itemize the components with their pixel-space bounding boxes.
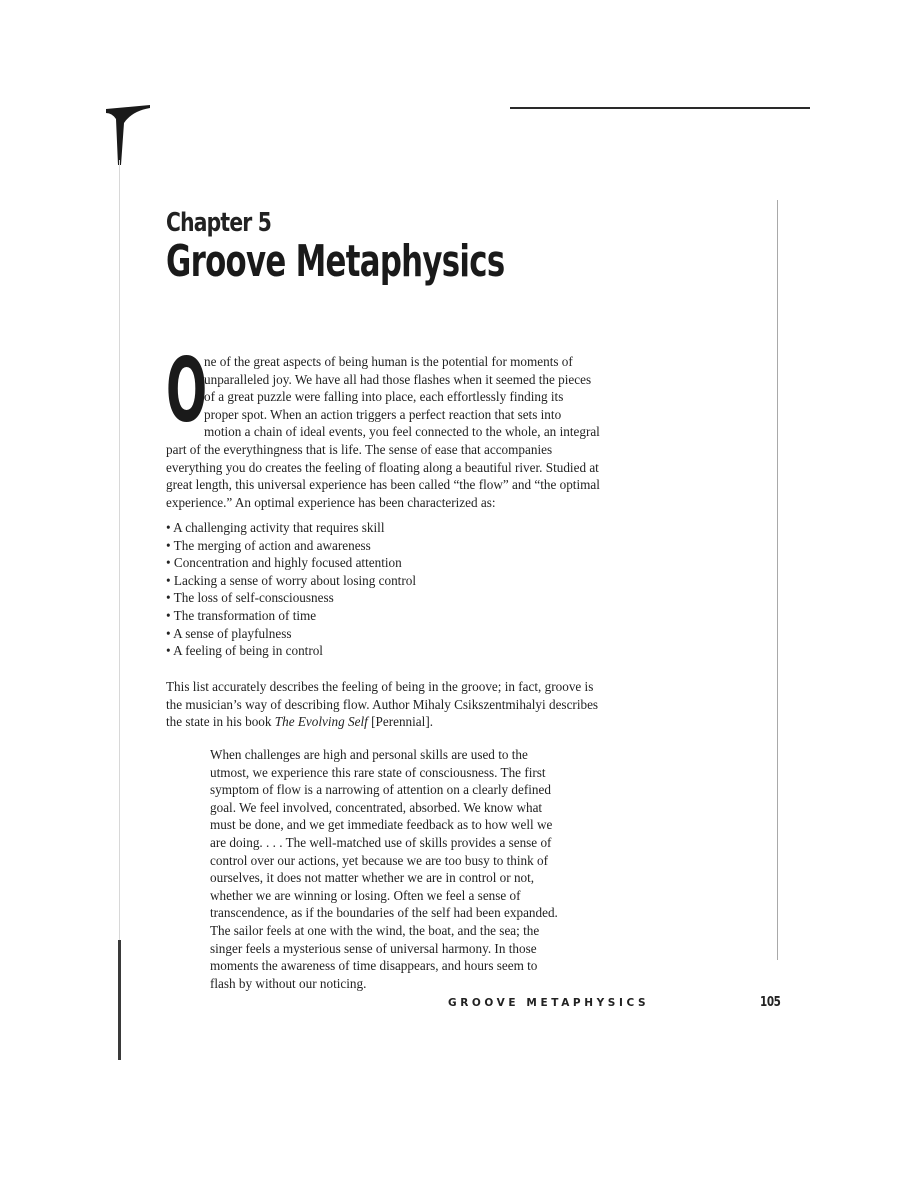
list-item: • A feeling of being in control xyxy=(166,643,323,659)
list-item: • Concentration and highly focused attention xyxy=(166,555,402,571)
block-quote: When challenges are high and personal skills are used to the utmost, we experience this rare state of consciousness. The first symptom of flow is a narrowing of attention on a clearly defined goal. We feel involved, concentrated, absorbed. We know what must be done, and we get immediate feedback as to how well we are doing. . . . The well-matched use of skills provides a sense of control over our actions, yet because we are too busy to think of ourselves, it does not matter whether we are in control or not, whether we are winning or losing. Often we feel a sense of transcendence, as if the boundaries of the self had been expanded. The sailor feels at one with the wind, the boat, and the sea; the singer feels a mysterious sense of universal harmony. In those moments the awareness of time disappears, and hours seem to flash by without our noticing. xyxy=(210,747,558,991)
body-paragraph xyxy=(166,678,600,731)
intro-paragraph xyxy=(166,339,600,511)
binding-gutter-shadow xyxy=(118,160,122,1060)
list-item: • A sense of playfulness xyxy=(166,625,292,641)
characteristics-list xyxy=(166,519,600,660)
page-number: 105 xyxy=(760,995,781,1010)
intro-text: ne of the great aspects of being human is the potential for moments of unparalleled joy. We have all had those flashes when it seemed the pieces of a great puzzle were falling into place, each effortlessly finding its proper spot. When an action triggers a perfect reaction that sets into motion a chain of ideal events, you feel connected to the whole, an integral part of the everythingness that is life. The sense of ease that accompanies everything you do creates the feeling of floating along a beautiful river. Studied at great length, this universal experience has been called “the flow” and “the optimal experience.” An optimal experience has been characterized as: xyxy=(166,354,600,510)
paragraph-text: [Perennial]. xyxy=(367,714,434,730)
chapter-label: Chapter 5 xyxy=(166,208,272,238)
list-item: • The loss of self-consciousness xyxy=(166,590,334,606)
list-item: • A challenging activity that requires skill xyxy=(166,520,385,535)
running-footer: GROOVE METAPHYSICS xyxy=(448,997,650,1009)
book-title: The Evolving Self xyxy=(274,714,368,730)
list-item: • The transformation of time xyxy=(166,607,317,623)
chapter-title: Groove Metaphysics xyxy=(166,236,505,287)
paragraph-text: This list accurately describes the feeling of being in the groove; in fact, groove is the musician’s way of describing flow. Author Mihaly Csikszentmihalyi describes the state in his book xyxy=(166,679,599,730)
header-rule xyxy=(510,107,810,109)
drop-cap: O xyxy=(166,339,208,442)
right-margin-line xyxy=(777,200,778,960)
list-item: • Lacking a sense of worry about losing control xyxy=(166,572,416,588)
list-item: • The merging of action and awareness xyxy=(166,537,371,553)
corner-crop-mark xyxy=(106,105,150,165)
